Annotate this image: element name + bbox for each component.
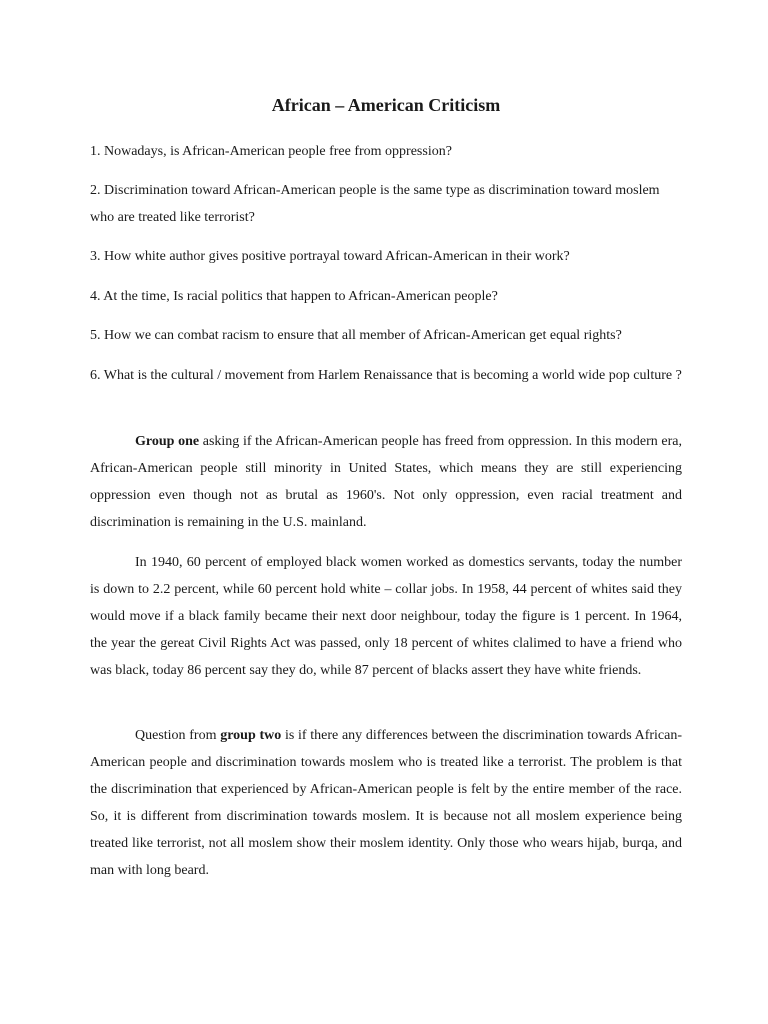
question-6: 6. What is the cultural / movement from Harlem Renaissance that is becoming a world wide pop culture ? [90, 368, 682, 383]
question-2: 2. Discrimination toward African-American people is the same type as discrimination toward moslem who are treated like terrorist? [90, 183, 660, 225]
question-3: 3. How white author gives positive portrayal toward African-American in their work? [90, 249, 570, 264]
question-1: 1. Nowadays, is African-American people free from oppression? [90, 144, 452, 159]
paragraph-group-two-text: is if there any differences between the discrimination towards African-American people and discrimination towards moslem who is treated like a terrorist. The problem is that the discrimination that experienced by African-American people is felt by the entire member of the race. So, it is different from discrimination towards moslem. It is because not all moslem experience being treated like terrorist, not all moslem show their moslem identity. Only those who wears hijab, burqa, and man with long beard. [90, 728, 682, 879]
paragraph-group-two-prefix: Question from [135, 728, 221, 743]
document-title: African – American Criticism [271, 95, 501, 115]
question-5: 5. How we can combat racism to ensure that all member of African-American get equal rights? [90, 328, 622, 343]
paragraph-statistics [90, 549, 682, 684]
group-two-label: group two [220, 728, 282, 743]
paragraph-group-one-text: asking if the African-American people has freed from oppression. In this modern era, African-American people still minority in United States, which means they are still experiencing oppression even though not as brutal as 1960's. Not only oppression, even racial treatment and discrimination is remaining in the U.S. mainland. [90, 434, 682, 531]
group-one-label: Group one [135, 434, 200, 449]
question-4: 4. At the time, Is racial politics that happen to African-American people? [90, 289, 498, 304]
paragraph-group-one [90, 428, 682, 536]
paragraph-group-two [90, 722, 682, 885]
paragraph-statistics-text: In 1940, 60 percent of employed black women worked as domestics servants, today the number is down to 2.2 percent, while 60 percent hold white – collar jobs. In 1958, 44 percent of whites said they would move if a black family became their next door neighbour, today the figure is 1 percent. In 1964, the year the gereat Civil Rights Act was passed, only 18 percent of whites clalimed to have a friend who was black, today 86 percent say they do, while 87 percent of blacks assert they have white friends. [90, 555, 682, 679]
